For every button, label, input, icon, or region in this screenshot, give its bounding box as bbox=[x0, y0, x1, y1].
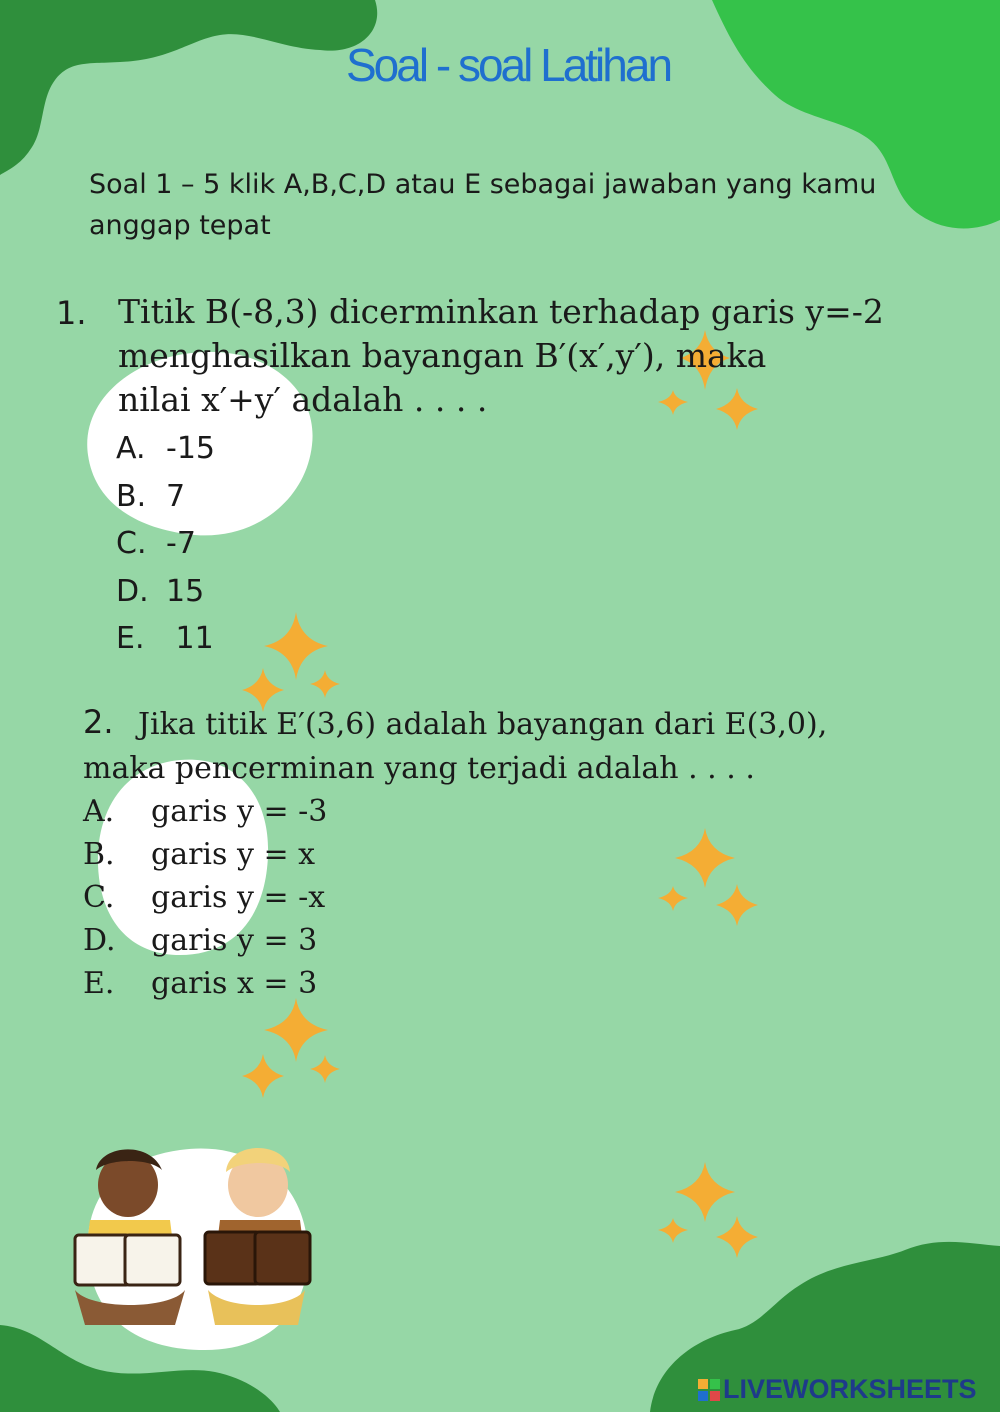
question-1-option-b[interactable] bbox=[116, 473, 215, 521]
option-letter: B. bbox=[83, 837, 115, 872]
question-2-option-b[interactable] bbox=[83, 833, 327, 876]
option-text: garis y = 3 bbox=[151, 923, 318, 958]
sparkle-12 bbox=[310, 1055, 340, 1083]
question-1-option-a[interactable] bbox=[116, 425, 215, 473]
option-text: 15 bbox=[166, 573, 205, 609]
leaf-top-left bbox=[0, 0, 377, 175]
question-2-option-e[interactable] bbox=[83, 962, 327, 1005]
question-2-options bbox=[83, 790, 327, 1005]
sparkle-7 bbox=[675, 828, 735, 888]
sparkle-11 bbox=[242, 1054, 284, 1098]
sparkle-8 bbox=[716, 884, 758, 926]
sparkle-9 bbox=[658, 886, 688, 911]
option-letter: B. bbox=[116, 478, 147, 514]
question-1-option-c[interactable] bbox=[116, 520, 215, 568]
question-1-text bbox=[118, 290, 918, 422]
option-letter: C. bbox=[116, 526, 147, 561]
question-2-line-1: Jika titik E′(3,6) adalah bayangan dari E(3,0), bbox=[138, 707, 828, 742]
sparkle-6 bbox=[310, 670, 340, 698]
question-1-line-1: Titik B(-8,3) dicerminkan terhadap garis y=-2 bbox=[118, 292, 884, 331]
option-letter: D. bbox=[116, 573, 149, 609]
question-1-options bbox=[116, 425, 215, 663]
option-text: garis y = x bbox=[151, 837, 316, 872]
option-text: garis y = -3 bbox=[151, 794, 328, 829]
instruction-text: Soal 1 – 5 klik A,B,C,D atau E sebagai jawaban yang kamu anggap tepat bbox=[89, 169, 877, 241]
option-text: garis y = -x bbox=[151, 880, 326, 915]
question-2-text bbox=[83, 703, 903, 791]
option-text: 7 bbox=[166, 478, 186, 514]
sparkle-14 bbox=[716, 1216, 758, 1258]
option-letter: C. bbox=[83, 880, 115, 915]
option-letter: E. bbox=[83, 966, 115, 1001]
option-text: garis x = 3 bbox=[151, 966, 318, 1001]
sparkle-13 bbox=[675, 1162, 735, 1222]
question-1-option-e[interactable] bbox=[116, 615, 215, 663]
question-1-option-d[interactable] bbox=[116, 568, 215, 616]
sparkle-15 bbox=[658, 1218, 688, 1243]
question-2-option-d[interactable] bbox=[83, 919, 327, 962]
question-2-line-2: maka pencerminan yang terjadi adalah . . . . bbox=[83, 751, 755, 786]
question-1-number: 1. bbox=[56, 294, 87, 332]
liveworksheets-grid-icon bbox=[698, 1379, 720, 1401]
option-text: -7 bbox=[166, 526, 196, 561]
sparkle-4 bbox=[264, 612, 328, 680]
option-text: 11 bbox=[166, 621, 214, 656]
sparkle-10 bbox=[264, 998, 328, 1062]
question-2-number: 2. bbox=[83, 703, 114, 741]
question-2-option-c[interactable] bbox=[83, 876, 327, 919]
question-1-line-3: nilai x′+y′ adalah . . . . bbox=[118, 380, 488, 419]
question-1-line-2: menghasilkan bayangan B′(x′,y′), maka bbox=[118, 336, 767, 375]
page-title: Soal - soal Latihan bbox=[346, 39, 671, 91]
option-letter: A. bbox=[116, 431, 146, 466]
liveworksheets-logo[interactable] bbox=[698, 1374, 977, 1405]
option-letter: D. bbox=[83, 923, 116, 958]
option-letter: A. bbox=[83, 794, 115, 829]
option-text: -15 bbox=[166, 431, 215, 466]
option-letter: E. bbox=[116, 621, 145, 656]
brand-text: LIVEWORKSHEETS bbox=[723, 1374, 977, 1404]
question-2-option-a[interactable] bbox=[83, 790, 327, 833]
